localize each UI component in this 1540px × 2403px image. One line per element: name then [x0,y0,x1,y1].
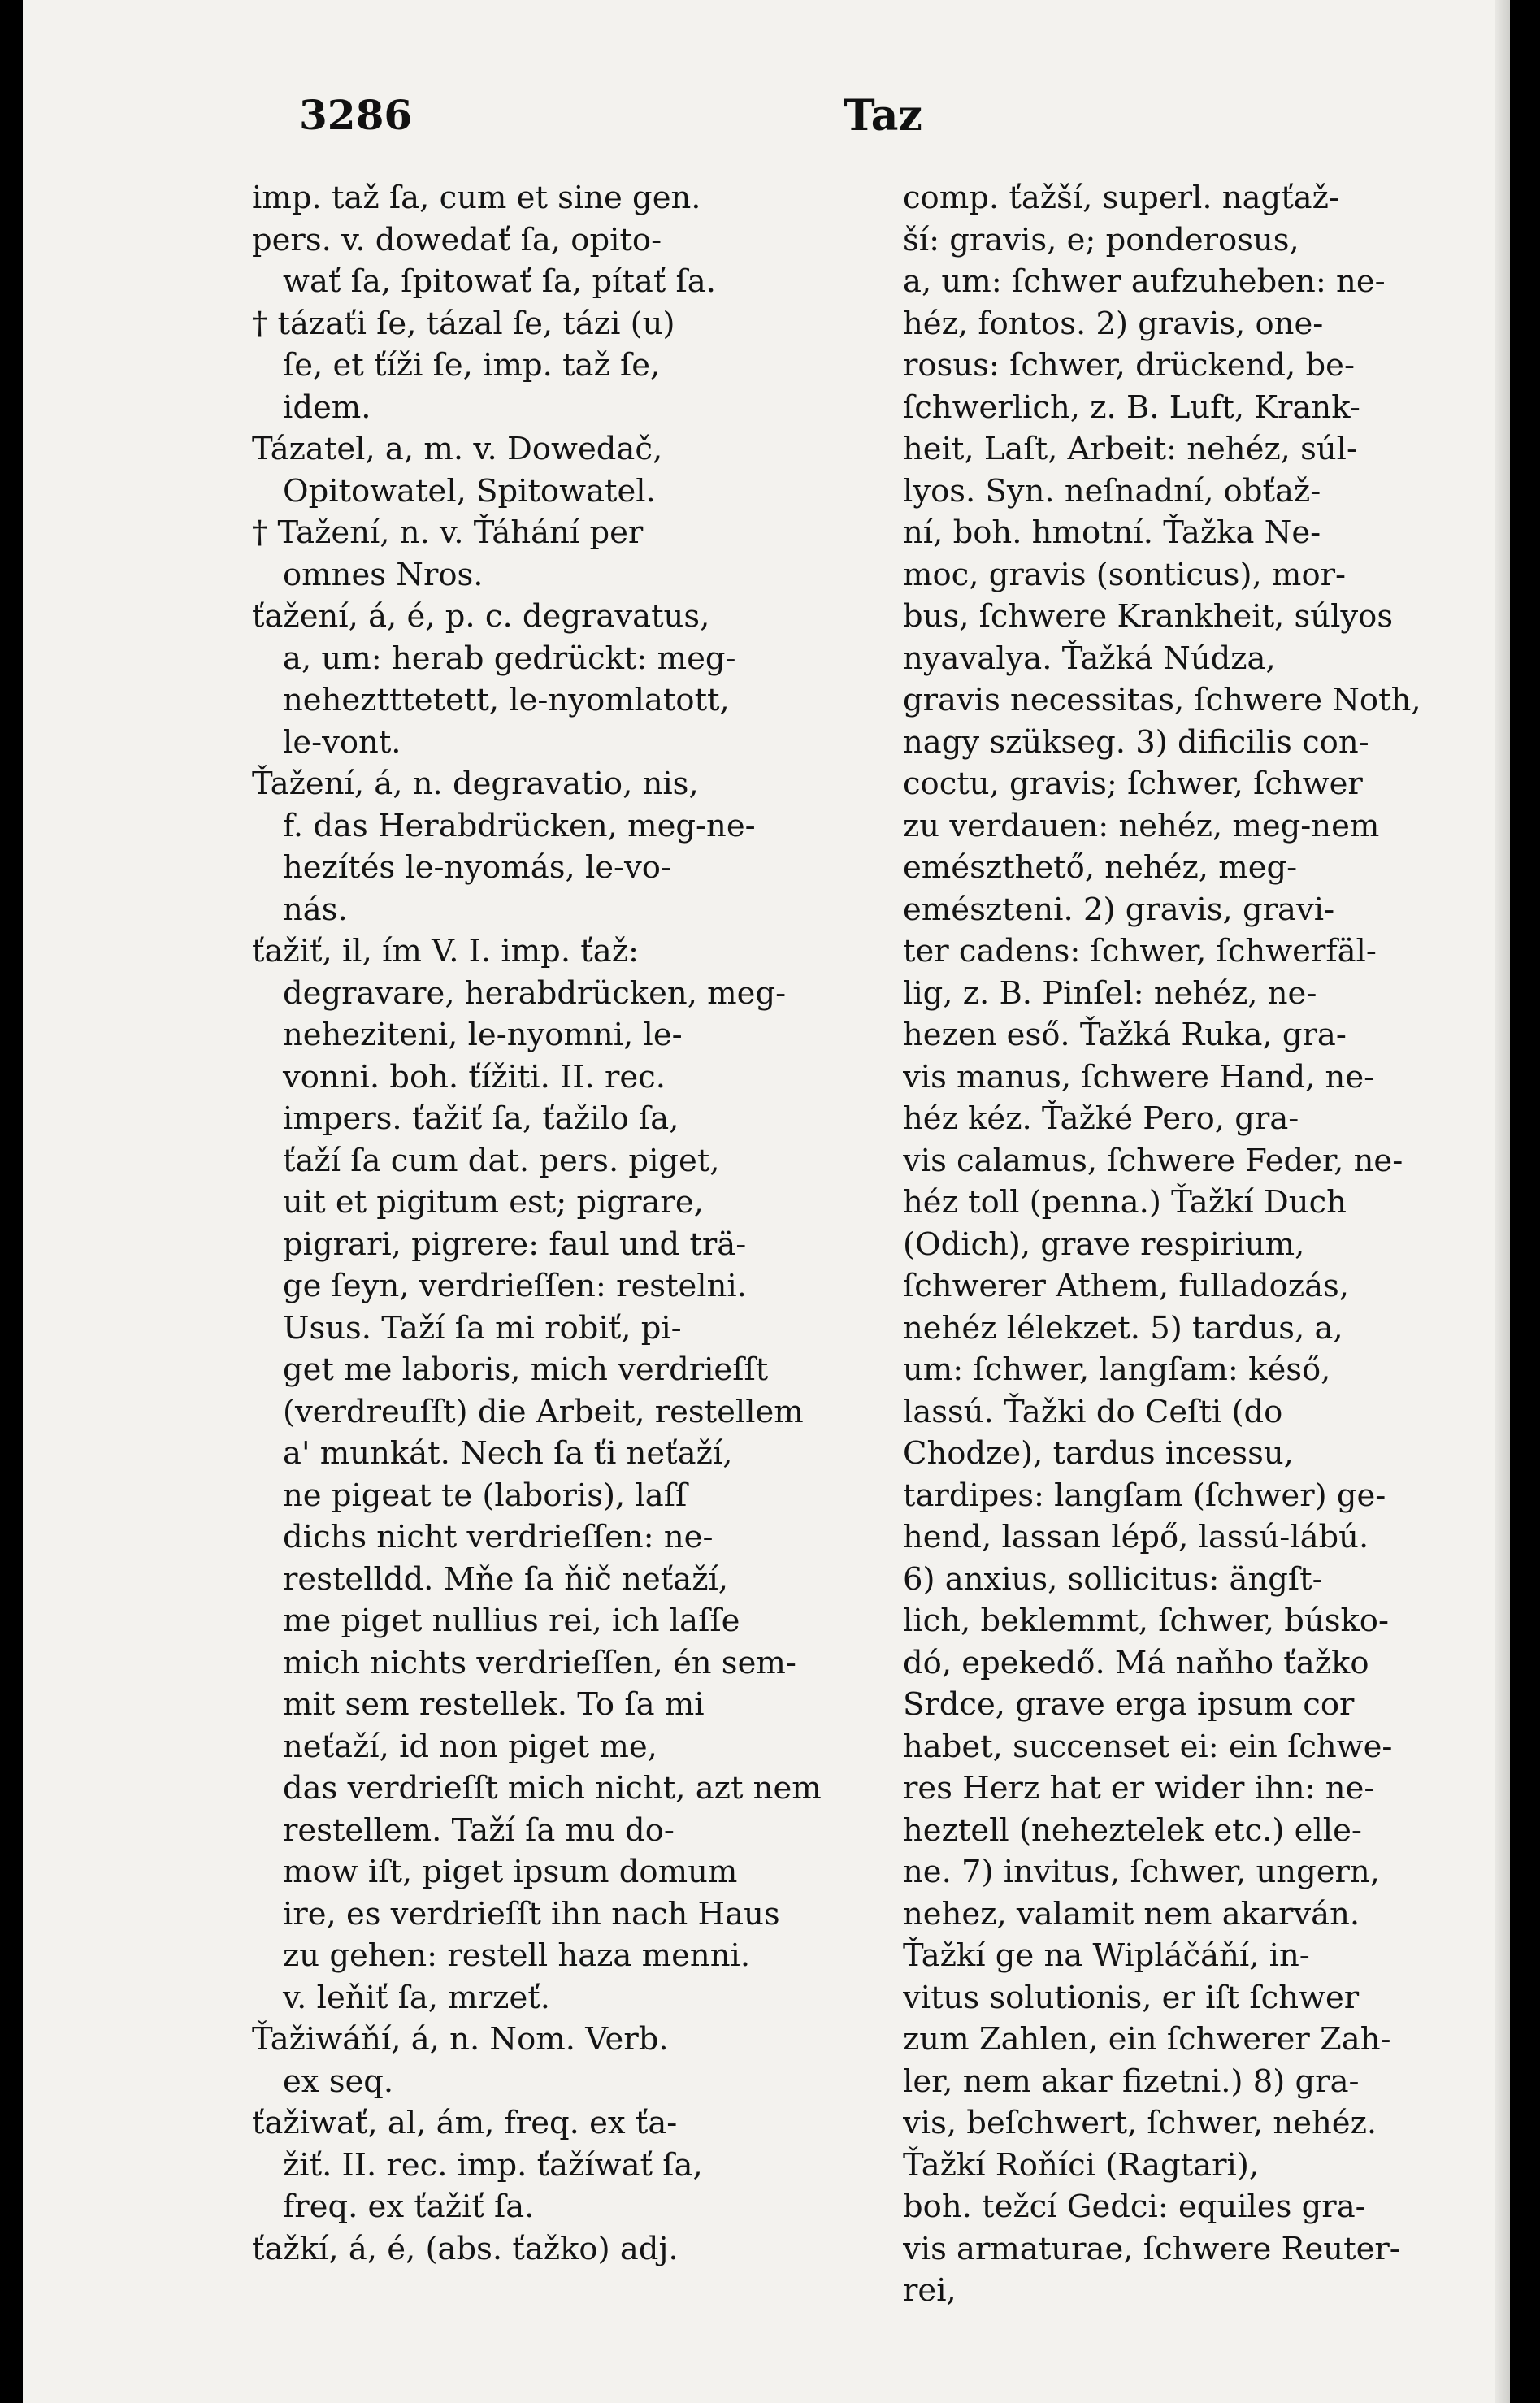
right-column [903,177,1503,2306]
text-line: ťažiť, il, ím V. I. imp. ťaž: [252,933,639,969]
text-line: hezítés le-nyomás, le-vo- [283,849,671,886]
text-line: žiť. II. rec. imp. ťažíwať ſa, [283,2146,703,2184]
text-line: coctu, gravis; ſchwer, ſchwer [903,766,1363,802]
page-edge [1495,0,1510,2403]
text-line: mow iſt, piget ipsum domum [283,1854,738,1890]
text-line: bus, ſchwere Krankheit, súlyos [903,598,1394,635]
text-line: ne pigeat te (laboris), laſſ [283,1477,688,1514]
text-line: héz, fontos. 2) gravis, one- [903,305,1324,342]
text-line: f. das Herabdrücken, meg-ne- [283,807,756,844]
text-line: le-vont. [283,723,401,761]
running-head: Taz [844,91,922,141]
text-line: Ťažiwáňí, á, n. Nom. Verb. [252,2021,669,2058]
text-line: moc, gravis (sonticus), mor- [903,556,1347,593]
text-line: Tázatel, a, m. v. Dowedač, [252,431,663,467]
text-line: nás. [283,891,348,928]
text-line: nehéz lélekzet. 5) tardus, a, [903,1309,1343,1347]
text-line: lassú. Ťažki do Ceſti (do [903,1393,1283,1430]
text-line: impers. ťažiť ſa, ťažilo ſa, [283,1100,679,1137]
text-line: freq. ex ťažiť ſa. [283,2188,535,2225]
text-line: me piget nullius rei, ich laſſe [283,1603,740,1639]
text-line: rei, [903,2272,957,2306]
text-line: idem. [283,388,371,426]
text-line: tardipes: langſam (ſchwer) ge- [903,1477,1386,1514]
text-line: vis armaturae, ſchwere Reuter- [903,2230,1400,2267]
text-line: a, um: ſchwer aufzuheben: ne- [903,263,1386,300]
text-line: ler, nem akar fizetni.) 8) gra- [903,2063,1360,2100]
text-line: héz toll (penna.) Ťažkí Duch [903,1184,1347,1221]
text-line: ťažení, á, é, p. c. degravatus, [252,598,710,635]
text-line: ge ſeyn, verdrieſſen: restelni. [283,1268,747,1304]
page-header [23,91,1510,156]
text-line: (verdreuſſt) die Arbeit, restellem [283,1393,804,1430]
page-number: 3286 [299,91,413,139]
text-line: nehez, valamit nem akarván. [903,1895,1360,1932]
text-line: ter cadens: ſchwer, ſchwerfäl- [903,933,1377,969]
text-line: boh. težcí Gedci: equiles gra- [903,2188,1366,2225]
text-line: heit, Laſt, Arbeit: nehéz, súl- [903,431,1357,467]
text-line: uit et pigitum est; pigrare, [283,1184,704,1221]
text-line: (Odich), grave respirium, [903,1225,1305,1263]
text-line: vitus solutionis, er iſt ſchwer [903,1979,1360,2016]
text-line: pers. v. dowedať ſa, opito- [252,221,662,258]
text-line: ší: gravis, e; ponderosus, [903,221,1299,258]
text-line: Srdce, grave erga ipsum cor [903,1686,1355,1723]
text-line: get me laboris, mich verdrieſſt [283,1351,769,1388]
text-line: heztell (neheztelek etc.) elle- [903,1811,1362,1849]
text-line: Ťažení, á, n. degravatio, nis, [252,766,699,802]
text-line: Usus. Taží ſa mi robiť, pi- [283,1309,682,1347]
text-line: pigrari, pigrere: faul und trä- [283,1225,747,1263]
text-line: ſe, et ťíži ſe, imp. taž ſe, [283,347,661,384]
text-line: habet, succenset ei: ein ſchwe- [903,1728,1393,1765]
text-line: ťaží ſa cum dat. pers. piget, [283,1142,720,1179]
text-line: mich nichts verdrieſſen, én sem- [283,1644,796,1681]
text-line: imp. taž ſa, cum et sine gen. [252,180,701,216]
text-line: nagy szükseg. 3) dificilis con- [903,723,1369,761]
text-line: vonni. boh. ťížiti. II. rec. [283,1058,666,1095]
text-line: lig, z. B. Pinſel: nehéz, ne- [903,974,1317,1012]
left-column [252,177,845,2306]
text-line: neheziteni, le-nyomni, le- [283,1017,683,1053]
text-line: ťažiwať, al, ám, freq. ex ťa- [252,2105,678,2141]
text-line: das verdrieſſt mich nicht, azt nem [283,1770,822,1807]
text-line: ſchwerer Athem, fulladozás, [903,1268,1350,1304]
text-line: héz kéz. Ťažké Pero, gra- [903,1100,1299,1137]
dictionary-page [23,0,1510,2403]
text-line: † Tažení, n. v. Ťáhání per [252,514,644,551]
text-line: emészteni. 2) gravis, gravi- [903,891,1335,928]
text-line: neťaží, id non piget me, [283,1728,657,1765]
text-line: vis, beſchwert, ſchwer, nehéz. [903,2105,1377,2141]
text-line: v. leňiť ſa, mrzeť. [283,1979,550,2016]
text-line: Ťažkí Roňíci (Ragtari), [903,2146,1260,2184]
text-line: restelldd. Mňe ſa ňič neťaží, [283,1560,729,1598]
text-line: res Herz hat er wider ihn: ne- [903,1770,1375,1807]
text-line: rosus: ſchwer, drückend, be- [903,347,1355,384]
text-line: lich, beklemmt, ſchwer, búsko- [903,1603,1389,1639]
text-line: hend, lassan lépő, lassú-lábú. [903,1519,1369,1555]
text-line: degravare, herabdrücken, meg- [283,974,787,1012]
text-line: hezen eső. Ťažká Ruka, gra- [903,1017,1347,1053]
text-line: comp. ťažší, superl. nagťaž- [903,180,1339,216]
text-line: ťažkí, á, é, (abs. ťažko) adj. [252,2230,679,2267]
text-line: um: ſchwer, langſam: késő, [903,1351,1331,1388]
text-line: ex seq. [283,2063,394,2100]
text-line: neheztttetett, le-nyomlatott, [283,682,730,718]
text-line: a' munkát. Nech ſa ťi neťaží, [283,1435,733,1472]
text-line: zum Zahlen, ein ſchwerer Zah- [903,2021,1391,2058]
text-line: nyavalya. Ťažká Núdza, [903,640,1276,677]
text-line: omnes Nros. [283,556,484,593]
text-line: Ťažkí ge na Wipláčáňí, in- [903,1937,1310,1974]
text-line: Opitowatel, Spitowatel. [283,472,656,510]
text-line: ne. 7) invitus, ſchwer, ungern, [903,1854,1380,1890]
text-line: vis manus, ſchwere Hand, ne- [903,1058,1375,1095]
text-line: emészthető, nehéz, meg- [903,849,1298,886]
text-line: dichs nicht verdrieſſen: ne- [283,1519,714,1555]
text-line: lyos. Syn. neſnadní, obťaž- [903,472,1321,510]
text-line: dó, epekedő. Má naňho ťažko [903,1644,1369,1681]
text-line: gravis necessitas, ſchwere Noth, [903,682,1421,718]
text-line: 6) anxius, sollicitus: ängſt- [903,1560,1323,1598]
text-line: restellem. Taží ſa mu do- [283,1811,675,1849]
text-line: ire, es verdrieſſt ihn nach Haus [283,1895,780,1932]
text-line: zu verdauen: nehéz, meg-nem [903,807,1380,844]
text-line: Chodze), tardus incessu, [903,1435,1294,1472]
text-line: a, um: herab gedrückt: meg- [283,640,736,677]
text-line: zu gehen: restell haza menni. [283,1937,751,1974]
text-line: † tázaťi ſe, tázal ſe, tázi (u) [252,305,675,342]
text-line: ní, boh. hmotní. Ťažka Ne- [903,514,1321,551]
text-line: ſchwerlich, z. B. Luft, Krank- [903,388,1360,426]
text-line: wať ſa, ſpitowať ſa, pítať ſa. [283,263,716,300]
text-line: vis calamus, ſchwere Feder, ne- [903,1142,1403,1179]
text-line: mit sem restellek. To ſa mi [283,1686,705,1723]
